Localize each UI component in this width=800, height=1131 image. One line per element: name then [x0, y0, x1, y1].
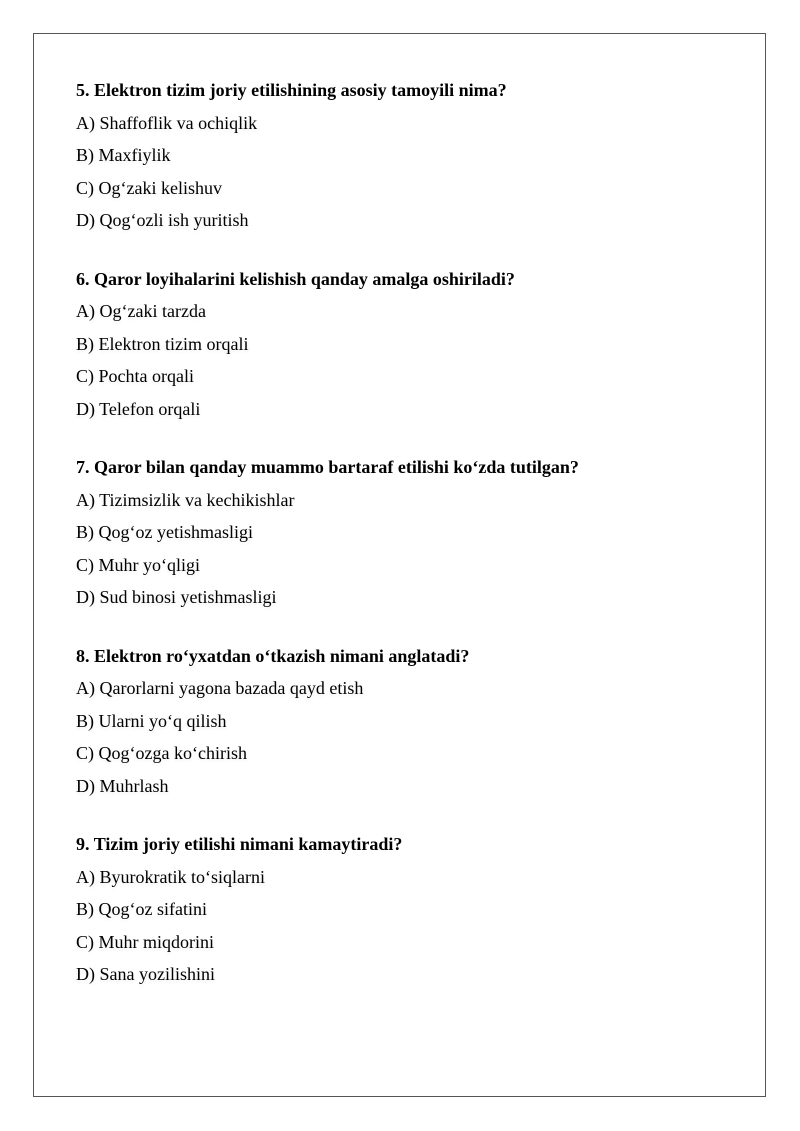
question-number: 5.: [76, 80, 90, 100]
option-b: B) Qog‘oz sifatini: [76, 899, 207, 919]
option-b: B) Ularni yo‘q qilish: [76, 710, 227, 731]
option-a: A) Byurokratik to‘siqlarni: [76, 866, 265, 887]
question-title: [76, 451, 736, 484]
question-9: [76, 828, 736, 991]
question-6: [76, 263, 736, 426]
option-b: B) Qog‘oz yetishmasligi: [76, 522, 253, 542]
question-text: Tizim joriy etilishi nimani kamaytiradi?: [93, 834, 403, 854]
question-text: Elektron ro‘yxatdan o‘tkazish nimani anglatadi?: [94, 645, 470, 666]
option-d: D) Muhrlash: [76, 775, 169, 796]
option-c: C) Muhr yo‘qligi: [76, 554, 200, 575]
question-5: [76, 74, 736, 237]
option-d: D) Qog‘ozli ish yuritish: [76, 210, 249, 230]
option-d: D) Sud binosi yetishmasligi: [76, 587, 277, 607]
question-title: [76, 828, 736, 861]
question-8: [76, 640, 736, 803]
option-d: D) Telefon orqali: [76, 398, 201, 419]
question-title: [76, 74, 736, 107]
option-b: B) Maxfiylik: [76, 145, 171, 165]
option-d: D) Sana yozilishini: [76, 964, 215, 984]
option-c: C) Muhr miqdorini: [76, 931, 214, 952]
question-number: 9.: [76, 834, 90, 854]
question-text: Qaror bilan qanday muammo bartaraf etilishi ko‘zda tutilgan?: [94, 457, 579, 477]
option-a: A) Qarorlarni yagona bazada qayd etish: [76, 678, 364, 698]
question-text: Elektron tizim joriy etilishining asosiy tamoyili nima?: [94, 80, 507, 100]
question-number: 8.: [76, 645, 90, 666]
option-a: A) Og‘zaki tarzda: [76, 301, 206, 321]
question-text: Qaror loyihalarini kelishish qanday amalga oshiriladi?: [94, 268, 515, 289]
question-number: 7.: [76, 457, 90, 477]
question-title: [76, 640, 736, 673]
option-c: C) Og‘zaki kelishuv: [76, 177, 222, 198]
question-7: [76, 451, 736, 614]
option-c: C) Pochta orqali: [76, 366, 194, 386]
question-title: [76, 263, 736, 296]
option-a: A) Shaffoflik va ochiqlik: [76, 112, 258, 133]
option-c: C) Qog‘ozga ko‘chirish: [76, 743, 247, 763]
question-list: [76, 74, 736, 1017]
question-number: 6.: [76, 268, 90, 289]
option-b: B) Elektron tizim orqali: [76, 333, 249, 354]
option-a: A) Tizimsizlik va kechikishlar: [76, 489, 295, 510]
